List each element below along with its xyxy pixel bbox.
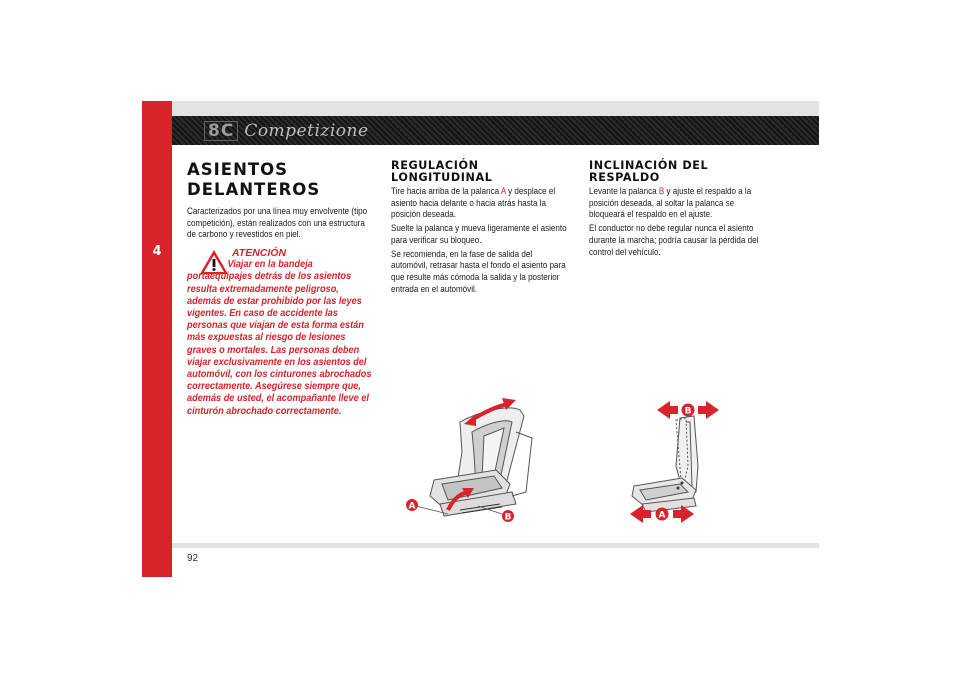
- warning-title: ATENCIÓN: [232, 247, 287, 260]
- header-band: [172, 101, 819, 116]
- text-span: Levante la palanca: [589, 186, 659, 197]
- chapter-sidebar: [142, 101, 172, 577]
- seat-adjustment-illustration: [400, 392, 540, 532]
- warning-box: [187, 247, 373, 418]
- inclinacion-paragraph-1: [589, 186, 767, 221]
- logo-model: 8C: [204, 121, 238, 141]
- chapter-number: 4: [152, 244, 162, 259]
- section-title-regulacion: REGULACIÓN LONGITUDINAL: [391, 159, 493, 184]
- text-span: Tire hacia arriba de la palanca: [391, 186, 501, 197]
- column-asientos: [187, 160, 373, 418]
- section-title-inclinacion: INCLINACIÓN DEL RESPALDO: [589, 159, 709, 184]
- inclinacion-paragraph-2: El conductor no debe regular nunca el asiento durante la marcha; podría causar la pérdida del control del vehículo.: [589, 223, 759, 258]
- figure2-label-a: A: [658, 510, 666, 521]
- section-title-asientos: ASIENTOS DELANTEROS: [187, 160, 321, 199]
- intro-paragraph: Caracterizados por una línea muy envolvente (tipo competición), están realizados con una estructura de carbono y revestidos en piel.: [187, 206, 368, 241]
- warning-text: [187, 259, 373, 418]
- brand-logo: [204, 121, 369, 141]
- figure2-label-b: B: [684, 406, 692, 417]
- regulacion-paragraph-3: Se recomienda, en la fase de salida del automóvil, retrasar hasta el fondo el asiento para que resulte más cómoda la salida y la posterior entrada en el automóvil.: [391, 248, 566, 295]
- warning-first-line: Viajar en la bandeja: [227, 259, 313, 271]
- figure1-label-a: A: [408, 501, 416, 512]
- footer-band: [172, 543, 819, 548]
- text-span: y ajuste el respaldo a la posición deseada, al soltar la palanca se bloqueará el respaldo en el ajuste.: [589, 186, 752, 221]
- lever-ref-a: A: [500, 186, 506, 197]
- figure1-label-b: B: [504, 512, 512, 523]
- column-inclinacion: [589, 160, 767, 258]
- backrest-inclination-illustration: [624, 396, 724, 528]
- lever-ref-b: B: [658, 186, 665, 197]
- column-regulacion: [391, 160, 569, 295]
- logo-name: Competizione: [244, 121, 369, 141]
- page-number: 92: [187, 553, 199, 564]
- text-span: y desplace el asiento hacia delante o hacia atrás hasta la posición deseada.: [391, 186, 556, 221]
- warning-body: portaequipajes detrás de los asientos resulta extremadamente peligroso, además de estar prohibido por las leyes vigentes. En caso de accidente las personas que viajan de esta forma están más expuestas al riesgo de lesiones graves o mortales. Las personas deben viajar exclusivamente en los asientos del automóvil, con los cinturones abrochados correctamente. Asegúrese siempre que, además de usted, el acompañante lleve el cinturón abrochado correctamente.: [187, 271, 372, 417]
- regulacion-paragraph-1: [391, 186, 569, 221]
- regulacion-paragraph-2: Suelte la palanca y mueva ligeramente el asiento para verificar su bloqueo.: [391, 223, 567, 246]
